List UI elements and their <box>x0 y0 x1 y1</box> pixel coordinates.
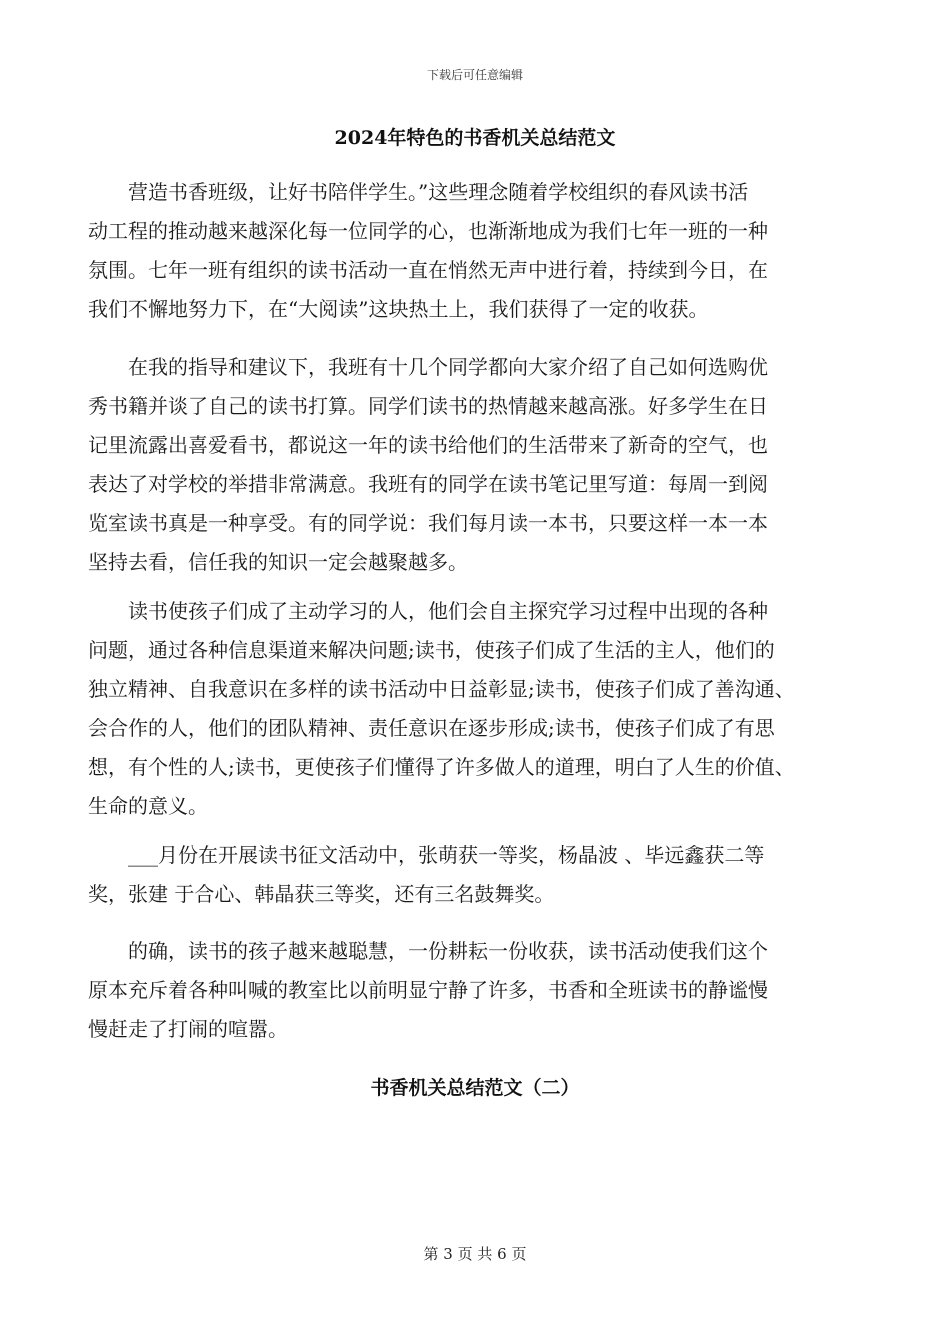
paragraph-line: 生命的意义。 <box>88 794 208 818</box>
paragraph-line: 问题，通过各种信息渠道来解决问题;读书，使孩子们成了生活的主人，他们的 <box>88 638 775 662</box>
paragraph-line: 表达了对学校的举措非常满意。我班有的同学在读书笔记里写道：每周一到阅 <box>88 472 768 496</box>
paragraph-line: 秀书籍并谈了自己的读书打算。同学们读书的热情越来越高涨。好多学生在日 <box>88 394 768 418</box>
paragraph-line: 在我的指导和建议下，我班有十几个同学都向大家介绍了自己如何选购优 <box>88 355 768 379</box>
paragraph-line: 会合作的人，他们的团队精神、责任意识在逐步形成;读书，使孩子们成了有思 <box>88 716 775 740</box>
paragraph-line: 想，有个性的人;读书，更使孩子们懂得了许多做人的道理，明白了人生的价值、 <box>88 755 795 779</box>
paragraph-line: 我们不懈地努力下，在“大阅读”这块热土上，我们获得了一定的收获。 <box>88 297 709 321</box>
paragraph-line: 原本充斥着各种叫喊的教室比以前明显宁静了许多，书香和全班读书的静谧慢 <box>88 978 768 1002</box>
paragraph-line: 营造书香班级，让好书陪伴学生。”这些理念随着学校组织的春风读书活 <box>88 180 749 204</box>
paragraph <box>88 173 878 329</box>
paragraph-line: 的确，读书的孩子越来越聪慧，一份耕耘一份收获，读书活动使我们这个 <box>88 939 768 963</box>
paragraph-line: 记里流露出喜爱看书，都说这一年的读书给他们的生活带来了新奇的空气，也 <box>88 433 768 457</box>
paragraph-line: ___月份在开展读书征文活动中，张萌获一等奖，杨晶波 、毕远鑫获二等 <box>88 843 765 867</box>
paragraph-line: 览室读书真是一种享受。有的同学说：我们每月读一本书，只要这样一本一本 <box>88 511 768 535</box>
paragraph-line: 独立精神、自我意识在多样的读书活动中日益彰显;读书，使孩子们成了善沟通、 <box>88 677 795 701</box>
paragraph <box>88 932 878 1049</box>
paragraph-line: 读书使孩子们成了主动学习的人，他们会自主探究学习过程中出现的各种 <box>88 599 768 623</box>
paragraph-line: 慢赶走了打闹的喧嚣。 <box>88 1017 288 1041</box>
paragraph-line: 坚持去看，信任我的知识一定会越聚越多。 <box>88 550 468 574</box>
paragraph-line: 动工程的推动越来越深化每一位同学的心，也渐渐地成为我们七年一班的一种 <box>88 219 768 243</box>
paragraph <box>88 348 878 582</box>
section-title: 书香机关总结范文（二） <box>370 1077 580 1099</box>
document-title: 2024年特色的书香机关总结范文 <box>334 127 616 149</box>
paragraph-line: 奖，张建 于合心、韩晶获三等奖，还有三名鼓舞奖。 <box>88 882 555 906</box>
paragraph <box>88 592 878 826</box>
paragraph-line: 氛围。七年一班有组织的读书活动一直在悄然无声中进行着，持续到今日，在 <box>88 258 768 282</box>
paragraph <box>88 836 878 914</box>
page-number: 第 3 页 共 6 页 <box>423 1245 527 1263</box>
header-note: 下载后可任意编辑 <box>426 68 523 82</box>
